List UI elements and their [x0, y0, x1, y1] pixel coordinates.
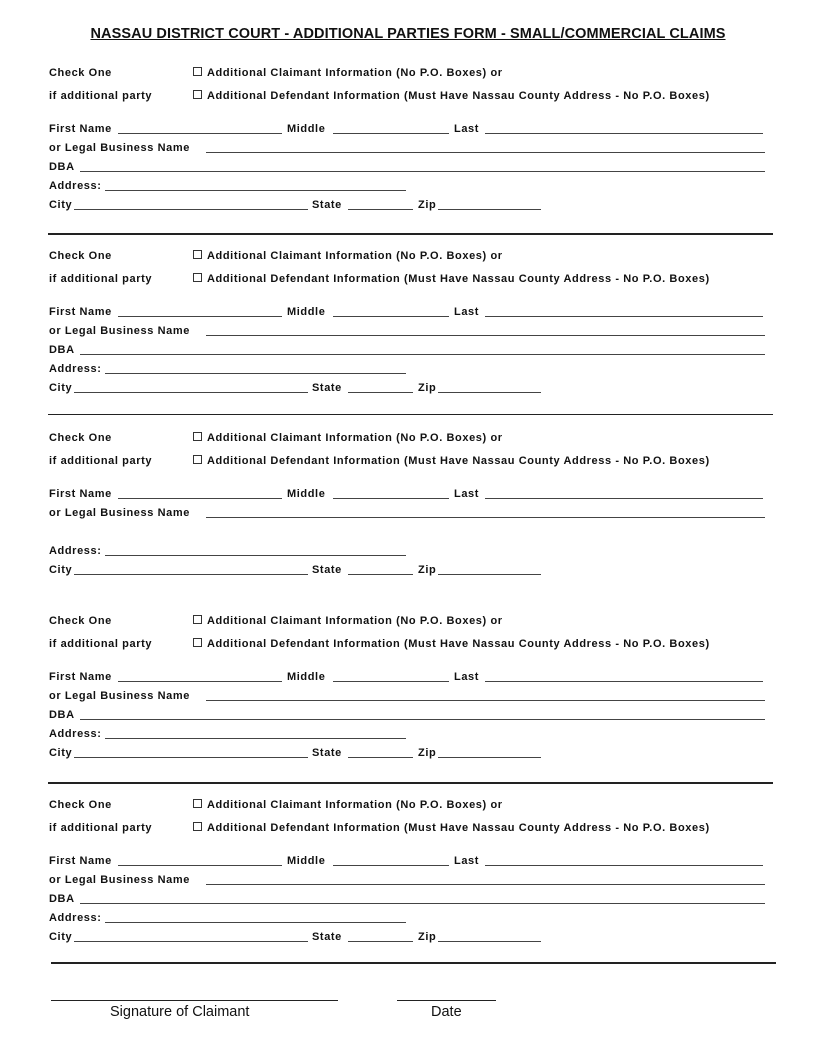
if-additional-party-label: if additional party [49, 90, 153, 102]
defendant-option[interactable] [193, 273, 710, 286]
zip-label: Zip [418, 931, 437, 943]
middle-label: Middle [287, 855, 326, 867]
claimant-option-label: Additional Claimant Information (No P.O. Boxes) or [207, 250, 503, 262]
if-additional-party-label: if additional party [49, 273, 153, 285]
state-field[interactable] [348, 392, 413, 393]
claimant-option-label: Additional Claimant Information (No P.O. Boxes) or [207, 67, 503, 79]
first-name-field[interactable] [118, 865, 282, 866]
address-label: Address: [49, 545, 102, 557]
address-label: Address: [49, 728, 102, 740]
party-block [0, 615, 816, 765]
claimant-option[interactable] [193, 250, 503, 263]
city-field[interactable] [74, 757, 308, 758]
date-label: Date [431, 1004, 462, 1020]
checkbox-icon[interactable] [193, 799, 202, 808]
defendant-option[interactable] [193, 822, 710, 835]
zip-field[interactable] [438, 392, 541, 393]
middle-label: Middle [287, 671, 326, 683]
middle-field[interactable] [333, 316, 449, 317]
dba-field[interactable] [80, 354, 765, 355]
city-field[interactable] [74, 574, 308, 575]
legal-business-name-label: or Legal Business Name [49, 142, 190, 154]
city-field[interactable] [74, 209, 308, 210]
address-field[interactable] [105, 190, 406, 191]
middle-field[interactable] [333, 681, 449, 682]
section-divider [51, 962, 776, 964]
legal-business-name-field[interactable] [206, 884, 765, 885]
first-name-field[interactable] [118, 316, 282, 317]
legal-business-name-field[interactable] [206, 335, 765, 336]
zip-field[interactable] [438, 941, 541, 942]
legal-business-name-label: or Legal Business Name [49, 325, 190, 337]
check-one-label: Check One [49, 799, 112, 811]
checkbox-icon[interactable] [193, 90, 202, 99]
check-one-label: Check One [49, 250, 112, 262]
checkbox-icon[interactable] [193, 638, 202, 647]
zip-label: Zip [418, 747, 437, 759]
last-field[interactable] [485, 865, 763, 866]
first-name-field[interactable] [118, 681, 282, 682]
address-label: Address: [49, 912, 102, 924]
last-label: Last [454, 855, 480, 867]
last-label: Last [454, 123, 480, 135]
dba-label: DBA [49, 344, 75, 356]
zip-label: Zip [418, 564, 437, 576]
party-block [0, 250, 816, 400]
city-label: City [49, 382, 73, 394]
address-label: Address: [49, 180, 102, 192]
city-label: City [49, 199, 73, 211]
last-label: Last [454, 671, 480, 683]
party-block [0, 799, 816, 949]
zip-label: Zip [418, 199, 437, 211]
section-divider [48, 414, 773, 415]
zip-field[interactable] [438, 209, 541, 210]
dba-label: DBA [49, 709, 75, 721]
zip-field[interactable] [438, 757, 541, 758]
first-name-label: First Name [49, 306, 112, 318]
state-label: State [312, 931, 342, 943]
middle-field[interactable] [333, 865, 449, 866]
checkbox-icon[interactable] [193, 455, 202, 464]
checkbox-icon[interactable] [193, 250, 202, 259]
date-line[interactable] [397, 1000, 496, 1001]
last-label: Last [454, 306, 480, 318]
claimant-option[interactable] [193, 615, 503, 628]
state-field[interactable] [348, 757, 413, 758]
state-field[interactable] [348, 209, 413, 210]
first-name-label: First Name [49, 488, 112, 500]
legal-business-name-field[interactable] [206, 152, 765, 153]
defendant-option[interactable] [193, 455, 710, 468]
dba-field[interactable] [80, 903, 765, 904]
last-field[interactable] [485, 133, 763, 134]
checkbox-icon[interactable] [193, 273, 202, 282]
state-field[interactable] [348, 941, 413, 942]
state-label: State [312, 382, 342, 394]
check-one-label: Check One [49, 615, 112, 627]
legal-business-name-label: or Legal Business Name [49, 690, 190, 702]
legal-business-name-field[interactable] [206, 700, 765, 701]
middle-field[interactable] [333, 133, 449, 134]
defendant-option-label: Additional Defendant Information (Must Have Nassau County Address - No P.O. Boxes) [207, 273, 710, 285]
last-label: Last [454, 488, 480, 500]
if-additional-party-label: if additional party [49, 455, 153, 467]
defendant-option-label: Additional Defendant Information (Must Have Nassau County Address - No P.O. Boxes) [207, 455, 710, 467]
signature-label: Signature of Claimant [110, 1004, 250, 1020]
section-divider [48, 233, 773, 235]
defendant-option[interactable] [193, 638, 710, 651]
last-field[interactable] [485, 316, 763, 317]
middle-label: Middle [287, 306, 326, 318]
claimant-option[interactable] [193, 799, 503, 812]
claimant-option[interactable] [193, 432, 503, 445]
address-label: Address: [49, 363, 102, 375]
address-field[interactable] [105, 922, 406, 923]
claimant-option-label: Additional Claimant Information (No P.O. Boxes) or [207, 432, 503, 444]
address-field[interactable] [105, 555, 406, 556]
legal-business-name-field[interactable] [206, 517, 765, 518]
first-name-field[interactable] [118, 133, 282, 134]
if-additional-party-label: if additional party [49, 822, 153, 834]
defendant-option[interactable] [193, 90, 710, 103]
signature-line[interactable] [51, 1000, 338, 1001]
defendant-option-label: Additional Defendant Information (Must Have Nassau County Address - No P.O. Boxes) [207, 90, 710, 102]
city-field[interactable] [74, 941, 308, 942]
state-label: State [312, 199, 342, 211]
last-field[interactable] [485, 498, 763, 499]
if-additional-party-label: if additional party [49, 638, 153, 650]
dba-label: DBA [49, 893, 75, 905]
section-divider [48, 782, 773, 784]
legal-business-name-label: or Legal Business Name [49, 507, 190, 519]
dba-field[interactable] [80, 719, 765, 720]
form-title: NASSAU DISTRICT COURT - ADDITIONAL PARTIES FORM - SMALL/COMMERCIAL CLAIMS [90, 26, 726, 42]
city-label: City [49, 931, 73, 943]
dba-field[interactable] [80, 171, 765, 172]
claimant-option-label: Additional Claimant Information (No P.O. Boxes) or [207, 615, 503, 627]
check-one-label: Check One [49, 432, 112, 444]
middle-field[interactable] [333, 498, 449, 499]
first-name-label: First Name [49, 855, 112, 867]
first-name-label: First Name [49, 123, 112, 135]
state-field[interactable] [348, 574, 413, 575]
zip-label: Zip [418, 382, 437, 394]
first-name-field[interactable] [118, 498, 282, 499]
address-field[interactable] [105, 373, 406, 374]
city-field[interactable] [74, 392, 308, 393]
checkbox-icon[interactable] [193, 67, 202, 76]
checkbox-icon[interactable] [193, 822, 202, 831]
legal-business-name-label: or Legal Business Name [49, 874, 190, 886]
checkbox-icon[interactable] [193, 615, 202, 624]
city-label: City [49, 747, 73, 759]
middle-label: Middle [287, 488, 326, 500]
address-field[interactable] [105, 738, 406, 739]
check-one-label: Check One [49, 67, 112, 79]
checkbox-icon[interactable] [193, 432, 202, 441]
party-block [0, 67, 816, 217]
defendant-option-label: Additional Defendant Information (Must Have Nassau County Address - No P.O. Boxes) [207, 822, 710, 834]
state-label: State [312, 564, 342, 576]
dba-label: DBA [49, 161, 75, 173]
claimant-option[interactable] [193, 67, 503, 80]
middle-label: Middle [287, 123, 326, 135]
party-block [0, 432, 816, 582]
last-field[interactable] [485, 681, 763, 682]
first-name-label: First Name [49, 671, 112, 683]
defendant-option-label: Additional Defendant Information (Must Have Nassau County Address - No P.O. Boxes) [207, 638, 710, 650]
state-label: State [312, 747, 342, 759]
city-label: City [49, 564, 73, 576]
claimant-option-label: Additional Claimant Information (No P.O. Boxes) or [207, 799, 503, 811]
zip-field[interactable] [438, 574, 541, 575]
